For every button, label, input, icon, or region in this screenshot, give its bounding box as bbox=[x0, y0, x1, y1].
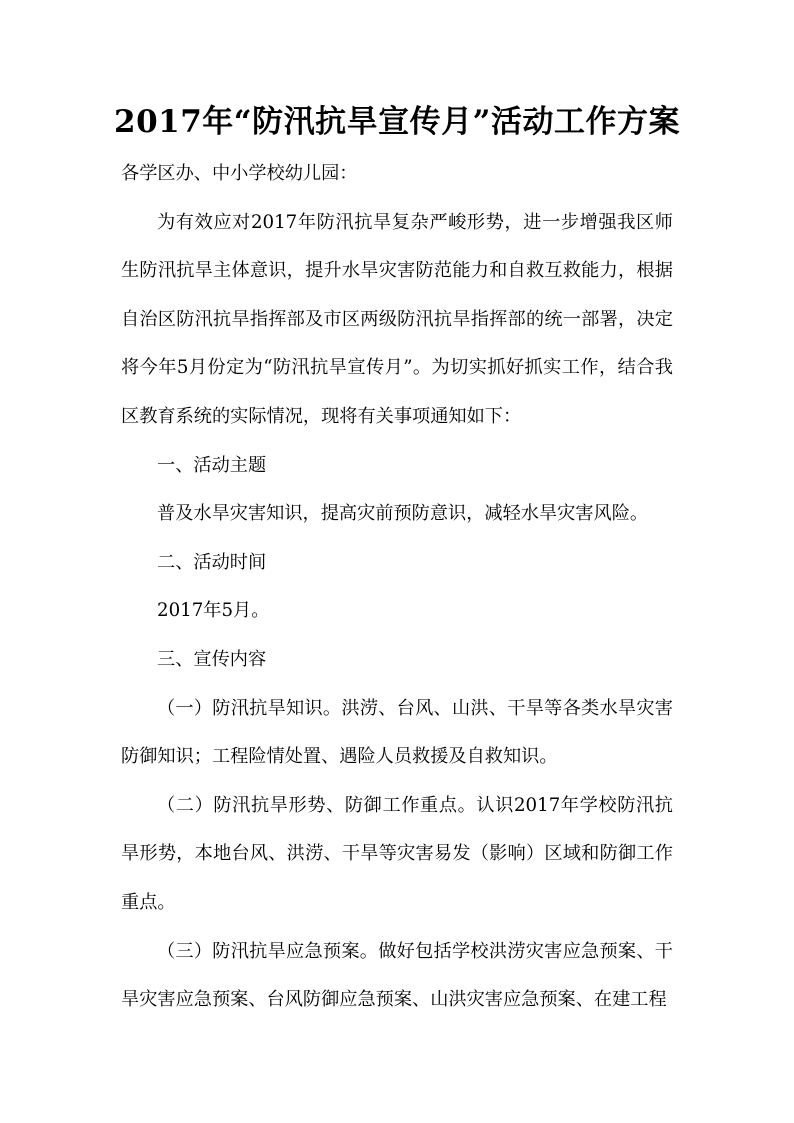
section-heading-content: 三、宣传内容 bbox=[157, 648, 267, 670]
section-heading-theme: 一、活动主题 bbox=[157, 454, 267, 476]
paragraph-theme: 普及水旱灾害知识，提高灾前预防意识，减轻水旱灾害风险。 bbox=[157, 503, 649, 525]
document-title: 2017年“防汛抗旱宣传月”活动工作方案 bbox=[114, 104, 680, 140]
salutation: 各学区办、中小学校幼儿园： bbox=[121, 163, 358, 184]
paragraph-content-2: （二）防汛抗旱形势、防御工作重点。认识2017年学校防汛抗旱形势，本地台风、洪涝、干旱等灾害易发（影响）区域和防御工作重点。 bbox=[121, 794, 673, 913]
paragraph-content-3: （三）防汛抗旱应急预案。做好包括学校洪涝灾害应急预案、干旱灾害应急预案、台风防御应急预案、山洪灾害应急预案、在建工程 bbox=[121, 940, 673, 1011]
paragraph-content-1: （一）防汛抗旱知识。洪涝、台风、山洪、干旱等各类水旱灾害防御知识；工程险情处置、遇险人员救援及自救知识。 bbox=[121, 697, 673, 768]
paragraph-time: 2017年5月。 bbox=[157, 600, 270, 622]
document-body bbox=[121, 150, 673, 1025]
section-heading-time: 二、活动时间 bbox=[157, 551, 267, 573]
paragraph-intro: 为有效应对2017年防汛抗旱复杂严峻形势，进一步增强我区师生防汛抗旱主体意识，提升水旱灾害防范能力和自救互救能力，根据自治区防汛抗旱指挥部及市区两级防汛抗旱指挥部的统一部署，决定将今年5月份定为“防汛抗旱宣传月”。为切实抓好抓实工作，结合我区教育系统的实际情况，现将有关事项通知如下： bbox=[121, 211, 673, 427]
